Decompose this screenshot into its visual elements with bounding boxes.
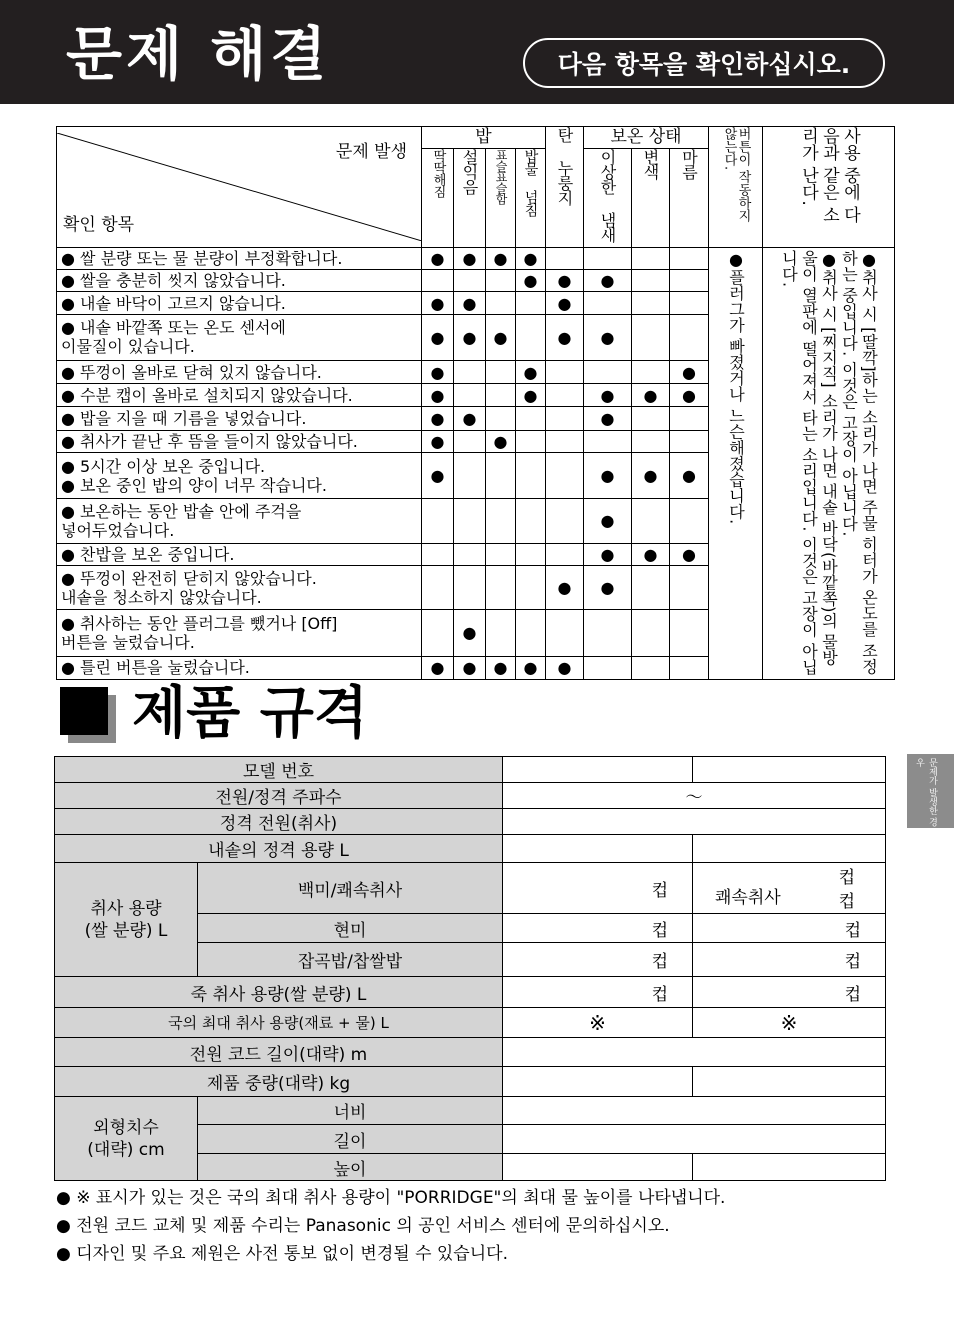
header-subtitle: 다음 항목을 확인하십시오.: [523, 38, 885, 88]
spec-label-porridge: 죽 취사 용량(쌀 분량) L: [55, 977, 503, 1008]
mark-dot: ●: [486, 430, 516, 452]
col-soggy: 표슬표슬함: [494, 149, 508, 204]
button-note: ●플러그가 빠졌거나 느슨해졌습니다.: [726, 250, 746, 525]
check-item: ● 찬밥을 보온 중입니다.: [57, 543, 422, 565]
reference-mark: ※: [503, 1008, 693, 1038]
mark-dot: ●: [584, 565, 632, 609]
mark-dot: ●: [632, 452, 670, 498]
col-burnt: 탄 누룽지: [555, 127, 574, 205]
spec-label-dimensions: 외형치수 (대략) cm: [55, 1097, 198, 1181]
check-item: ● 틀린 버튼을 눌렀습니다.: [57, 656, 422, 679]
mark-dot: ●: [516, 361, 546, 384]
mark-dot: ●: [546, 314, 584, 360]
spec-label-model: 모델 번호: [55, 757, 503, 783]
spec-label-height: 높이: [198, 1154, 503, 1181]
footnotes: [56, 1184, 725, 1268]
noise-note: ●취사 시 [딸깍]하는 소리가 나면 주물 히터가 온도를 조정하는 중입니다. 이것은 고장이 아닙니다. ●취사 시 [찌지직] 소리가 나면 내솥 바닥(바깥쪽)의 물방울이 열판에 떨어져서 타는 소리입니다. 이것은 고장이 아닙니다.: [779, 250, 879, 675]
mark-dot: ●: [422, 361, 454, 384]
header-bar: [0, 0, 954, 104]
spec-label-mixed-rice: 잡곡밥/찹쌀밥: [198, 943, 503, 977]
spec-label-width: 너비: [198, 1097, 503, 1125]
footnote: ● 디자인 및 주요 제원은 사전 통보 없이 변경될 수 있습니다.: [56, 1244, 508, 1264]
cup-unit: 컵: [693, 977, 886, 1008]
check-item: ● 쌀 분량 또는 물 분량이 부정확합니다.: [57, 248, 422, 270]
mark-dot: ●: [422, 656, 454, 679]
spec-label-power-freq: 전원/정격 주파수: [55, 783, 503, 809]
mark-dot: ●: [670, 543, 709, 565]
spec-label-inner-pot: 내솥의 정격 용량 L: [55, 835, 503, 863]
cup-unit: 컵: [838, 868, 855, 888]
mark-dot: ●: [584, 384, 632, 407]
check-item: ● 내솥 바깥쪽 또는 온도 센서에 이물질이 있습니다.: [57, 314, 422, 360]
mark-dot: ●: [422, 452, 454, 498]
spec-label-white-rice: 백미/쾌속취사: [198, 863, 503, 914]
check-item: ● 취사하는 동안 플러그를 뺐거나 [Off] 버튼을 눌렀습니다.: [57, 610, 422, 656]
group-keep-warm: 보온 상태: [584, 127, 709, 149]
mark-dot: ●: [422, 314, 454, 360]
cup-unit: 컵: [503, 863, 693, 914]
spec-label-weight: 제품 중량(대략) kg: [55, 1067, 503, 1097]
mark-dot: ●: [670, 452, 709, 498]
col-hard: 딱딱해짐: [430, 149, 446, 197]
reference-mark: ※: [693, 1008, 886, 1038]
mark-dot: ●: [546, 292, 584, 314]
check-item: ● 쌀을 충분히 씻지 않았습니다.: [57, 270, 422, 292]
mark-dot: ●: [670, 361, 709, 384]
col-undercooked: 설익음: [460, 149, 479, 194]
mark-dot: ●: [584, 543, 632, 565]
mark-dot: ●: [546, 565, 584, 609]
mark-dot: ●: [454, 407, 486, 430]
check-item: ● 5시간 이상 보온 중입니다. ● 보온 중인 밥의 양이 너무 작습니다.: [57, 452, 422, 498]
spec-label-cook-capacity: 취사 용량 (쌀 분량) L: [55, 863, 198, 977]
cup-unit: 컵: [503, 914, 693, 943]
troubleshoot-table: [56, 126, 895, 680]
side-tab-label: 문제가 발생한 경우: [914, 758, 937, 827]
mark-dot: ●: [454, 292, 486, 314]
mark-dot: ●: [584, 452, 632, 498]
mark-dot: ●: [454, 610, 486, 656]
mark-dot: ●: [670, 384, 709, 407]
mark-dot: ●: [516, 384, 546, 407]
spec-value-freq: ～: [503, 783, 886, 809]
check-item: ● 밥을 지을 때 기름을 넣었습니다.: [57, 407, 422, 430]
col-dry: 마름: [679, 149, 699, 179]
corner-check-label: 확인 항목: [63, 215, 135, 235]
mark-dot: ●: [422, 292, 454, 314]
mark-dot: ●: [454, 314, 486, 360]
check-item: ● 뚜껑이 올바로 닫혀 있지 않습니다.: [57, 361, 422, 384]
mark-dot: ●: [632, 384, 670, 407]
col-noise: 사용 중에 다음과 같은 소리가 난다.: [798, 127, 860, 223]
mark-dot: ●: [584, 270, 632, 292]
mark-dot: ●: [422, 407, 454, 430]
mark-dot: ●: [422, 384, 454, 407]
mark-dot: ●: [422, 248, 454, 270]
spec-label-soup-max: 국의 최대 취사 용량(재료 + 물) L: [55, 1008, 503, 1038]
cup-unit: 컵: [838, 892, 855, 912]
corner-cell: [57, 127, 422, 248]
mark-dot: ●: [486, 656, 516, 679]
footnote: ● 전원 코드 교체 및 제품 수리는 Panasonic 의 공인 서비스 센터에 문의하십시오.: [56, 1216, 670, 1236]
title-square-icon: [60, 687, 108, 735]
spec-label-rated-power: 정격 전원(취사): [55, 809, 503, 835]
mark-dot: ●: [454, 248, 486, 270]
spec-label-depth: 길이: [198, 1125, 503, 1154]
mark-dot: ●: [546, 270, 584, 292]
spec-label-brown-rice: 현미: [198, 914, 503, 943]
group-rice: 밥: [422, 127, 546, 149]
check-item: ● 뚜껑이 완전히 닫히지 않았습니다. 내솥을 청소하지 않았습니다.: [57, 565, 422, 609]
mark-dot: ●: [516, 656, 546, 679]
col-overflow: 밥물 넘침: [522, 149, 539, 216]
mark-dot: ●: [584, 407, 632, 430]
cup-unit: 컵: [693, 943, 886, 977]
check-item: ● 취사가 끝난 후 뜸을 들이지 않았습니다.: [57, 430, 422, 452]
spec-title-text: 제품 규격: [132, 681, 368, 746]
mark-dot: ●: [422, 430, 454, 452]
check-item: ● 수분 캡이 올바로 설치되지 않았습니다.: [57, 384, 422, 407]
col-button: 버튼이 작동하지 않는다.: [721, 127, 751, 223]
col-smell: 이상한 냄새: [598, 149, 617, 242]
mark-dot: ●: [454, 656, 486, 679]
side-tab: [907, 754, 954, 828]
mark-dot: ●: [486, 314, 516, 360]
mark-dot: ●: [546, 656, 584, 679]
footnote: ● ※ 표시가 있는 것은 국의 최대 취사 용량이 "PORRIDGE"의 최대 물 높이를 나타냅니다.: [56, 1188, 726, 1208]
cup-unit: 컵: [503, 977, 693, 1008]
mark-dot: ●: [486, 248, 516, 270]
quick-cook-label: 쾌속취사: [715, 888, 781, 908]
check-item: ● 보온하는 동안 밥솥 안에 주걱을 넣어두었습니다.: [57, 499, 422, 543]
spec-label-cord-length: 전원 코드 길이(대략) m: [55, 1038, 503, 1067]
corner-problem-label: 문제 발생: [335, 142, 407, 162]
cup-unit: 컵: [693, 914, 886, 943]
page-title: 문제 해결: [66, 20, 331, 88]
col-discolor: 변색: [641, 149, 660, 179]
mark-dot: ●: [584, 499, 632, 543]
mark-dot: ●: [516, 270, 546, 292]
mark-dot: ●: [632, 543, 670, 565]
mark-dot: ●: [516, 248, 546, 270]
mark-dot: ●: [584, 314, 632, 360]
cup-unit: 컵: [503, 943, 693, 977]
check-item: ● 내솥 바닥이 고르지 않습니다.: [57, 292, 422, 314]
spec-table: [54, 756, 886, 1181]
